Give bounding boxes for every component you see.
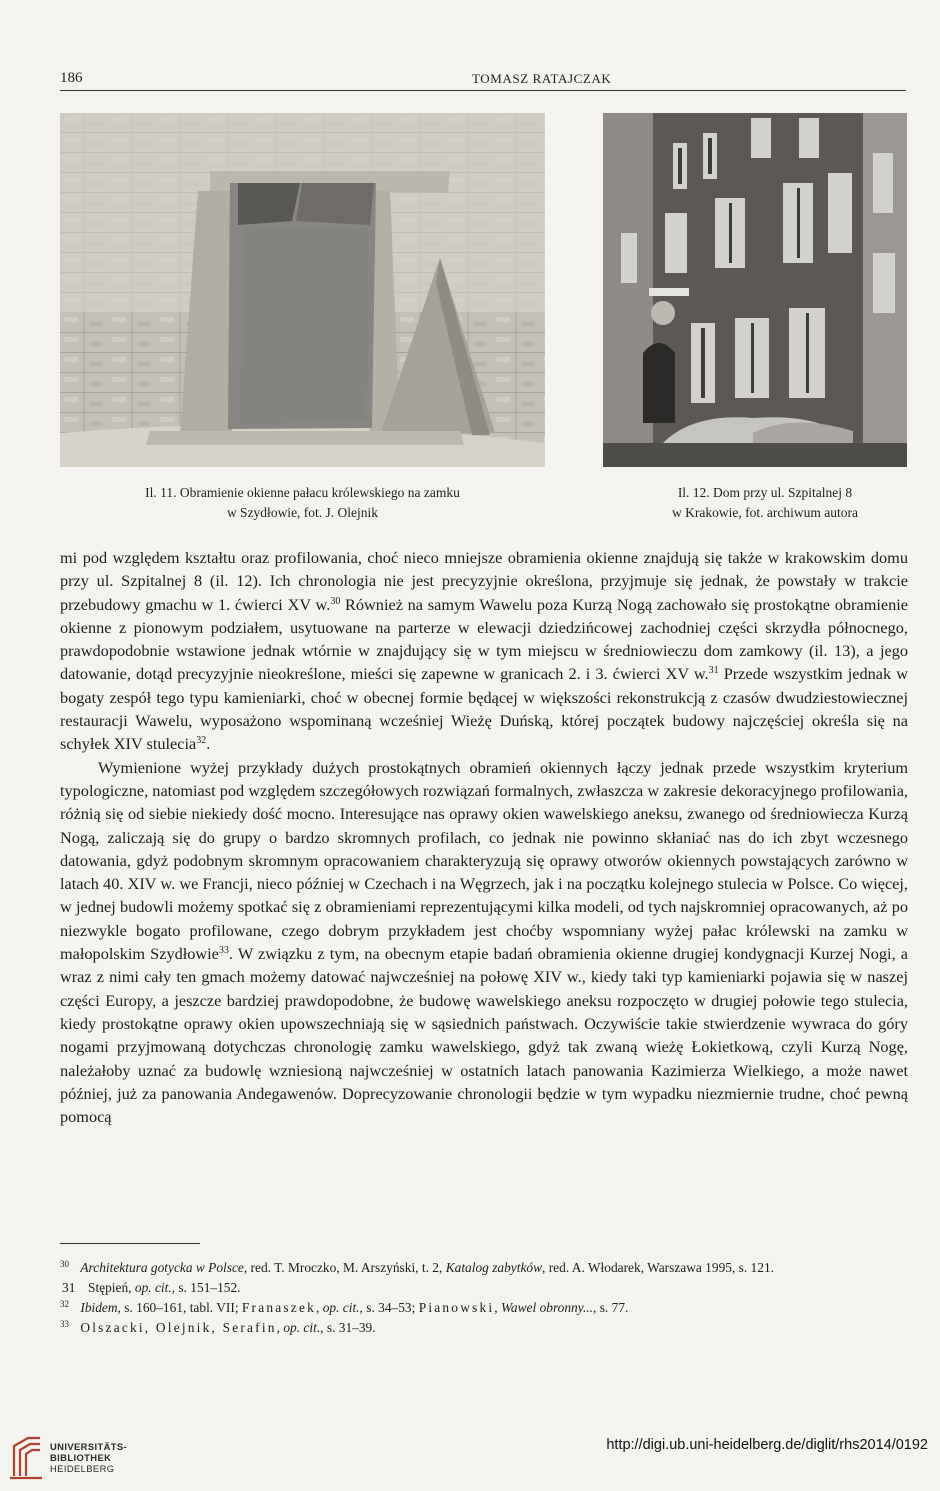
- footnote-title: Katalog zabytków: [445, 1260, 543, 1275]
- caption-line: w Krakowie, fot. archiwum autora: [672, 505, 858, 520]
- window-frame-photo-illustration: [60, 113, 545, 467]
- figure-11-window-frame-photo: [60, 113, 545, 467]
- figure-12-caption: [603, 483, 927, 523]
- body-text: [60, 546, 908, 1128]
- text-run: Wymienione wyżej przykłady dużych prostokątnych obramień okiennych łączy jednak przede wszystkim kryterium typologiczne, natomiast pod względem szczegółowych rozwiązań formalnych, zwłaszcza w zakresie dekoracyjnego profilowania, różnią się od siebie niekiedy dość mocno. Interesujące nas oprawy okien wawelskiego aneksu, zwanego od średniowiecza Kurzą Nogą, zaliczają się do grupy o bardzo skromnych profilach, co jednak nie powinno skłaniać nas do ich zbyt wczesnego datowania, gdyż podobnym skromnym opracowaniem charakteryzują się oprawy otworów okiennych powstających zarówno w latach 40. XIV w. we Francji, nieco później w Czechach i na Węgrzech, jak i na początku kolejnego stulecia w Polsce. Co więcej, w jednej budowli możemy spotkać się z obramieniami reprezentującymi kilka modeli, od tych najskromniej opracowanych, aż po niezwykle bogato profilowane, czego dobrym przykładem jest choćby wspomniany wyżej pałac królewski na zamku w małopolskim Szydłowie: [60, 757, 908, 964]
- footnote-ref-abbrev: op. cit.: [134, 1280, 172, 1295]
- library-name: [50, 1441, 127, 1474]
- library-name-line: UNIVERSITÄTS-: [50, 1441, 128, 1452]
- library-logo[interactable]: [8, 1432, 168, 1484]
- text-run: Przede wszystkim jednak w bogaty zespół tego typu kamieniarki, choć w obecnej formie będącej w większości rekonstrukcją z czasów dwudziestowiecznej restauracji Wawelu, wyposażono wspominaną wcześniej Wieżę Duńską, której początek budowy najczęściej określa się na schyłek XIV stulecia: [60, 664, 908, 754]
- footnote-title: Architektura gotycka w Polsce: [80, 1260, 244, 1275]
- footnote-author: Stępień,: [88, 1280, 135, 1295]
- library-emblem-icon: [8, 1434, 44, 1480]
- footnote-number: 32: [60, 1299, 69, 1309]
- footnote-ref-abbrev: op. cit.: [322, 1300, 360, 1315]
- footnote-text: , red. T. Mroczko, M. Arszyński, t. 2,: [243, 1260, 446, 1275]
- footnote-text: , s. 31–39.: [320, 1320, 376, 1335]
- footnote-text: , s. 160–161, tabl. VII;: [117, 1300, 242, 1315]
- source-url-link[interactable]: http://digi.ub.uni-heidelberg.de/diglit/rhs2014/0192: [606, 1437, 928, 1453]
- facade-photo-illustration: [603, 113, 907, 467]
- footnote-text: , s. 151–152.: [171, 1280, 241, 1295]
- footnote-ref-abbrev: op. cit.: [283, 1320, 321, 1335]
- footnote-ref-abbrev: Wawel obronny...: [501, 1300, 594, 1315]
- paragraph: [60, 546, 908, 756]
- footnote-ref[interactable]: 33: [218, 945, 229, 957]
- footnote-ref[interactable]: 31: [708, 665, 719, 677]
- caption-line: Il. 11. Obramienie okienne pałacu królewskiego na zamku: [145, 485, 460, 500]
- footnote-ibid: Ibidem: [80, 1300, 118, 1315]
- footnote-text: , s. 34–53;: [359, 1300, 419, 1315]
- footnote-text: ,: [276, 1320, 284, 1335]
- footnote-author: Franaszek: [241, 1300, 316, 1315]
- footnote-separator: [60, 1243, 200, 1244]
- footnote-ref[interactable]: 32: [196, 735, 207, 747]
- footnote-author: Pianowski: [418, 1300, 495, 1315]
- footnote-text: ,: [494, 1300, 501, 1315]
- page-header: [60, 68, 906, 91]
- footnote-number: 33: [60, 1319, 69, 1329]
- footnote-number: 31: [62, 1280, 76, 1295]
- text-run: . W związku z tym, na obecnym etapie badań obramienia okienne drugiej kondygnacji Kurzej Nogi, a wraz z nimi cały ten gmach możemy datować najwcześniej na połowę XIV w., kiedy taki typ kamieniarki pojawia się w naszej części Europy, a jeszcze bardziej prawdopodobne, że budowę wawelskiego aneksu rozpoczęto w drugiej połowie tego stulecia, kiedy prostokątne oprawy okien upowszechniają się w sąsiednich państwach. Oczywiście takie stwierdzenie wywraca do góry nogami przyjmowaną dotychczas chronologię zamku wawelskiego, gdyż tak zwaną wieżę Łokietkową, czyli Kurzą Nogę, należałoby uznać za budowlę wzniesioną najwcześniej w ostatnich latach panowania Kazimierza Wielkiego, a może nawet później, już za panowania Andegawenów. Doprecyzowanie chronologii będzie w tym wypadku niezmiernie trudne, choć pewną pomocą: [60, 944, 909, 1127]
- footnote-text: ,: [316, 1300, 323, 1315]
- footnote-30: [60, 1258, 908, 1278]
- text-run: .: [206, 734, 211, 754]
- footnote-text: , red. A. Włodarek, Warszawa 1995, s. 121.: [542, 1260, 774, 1275]
- footnotes: [60, 1258, 908, 1338]
- figure-11-caption: [60, 483, 545, 523]
- paragraph: [60, 756, 908, 1129]
- footnote-number: 30: [60, 1259, 69, 1269]
- footnote-text: , s. 77.: [593, 1300, 629, 1315]
- caption-line: Il. 12. Dom przy ul. Szpitalnej 8: [677, 485, 853, 500]
- caption-line: w Szydłowie, fot. J. Olejnik: [226, 505, 379, 520]
- footnote-32: [60, 1298, 908, 1318]
- text-run: Również na samym Wawelu poza Kurzą Nogą zachowało się prostokątne obramienie okienne z pionowym podziałem, usytuowane na parterze w elewacji dziedzińcowej zachodniej części skrzydła północnego, prawdopodobnie wstawione jednak wtórnie w znajdujący się w tym miejscu w średniowieczu dom zamkowy (il. 13), a jego datowanie, dotąd precyzyjnie nieokreślone, mieści się zapewne w granicach 2. i 3. ćwierci XV w.: [60, 594, 908, 684]
- running-head: TOMASZ RATAJCZAK: [472, 71, 612, 86]
- footnote-ref[interactable]: 30: [330, 595, 341, 607]
- footnote-31: [60, 1278, 908, 1298]
- figure-12-facade-photo: [603, 113, 907, 467]
- footnote-author: Olszacki, Olejnik, Serafin: [80, 1320, 277, 1335]
- page-number: 186: [60, 70, 83, 86]
- library-name-line: HEIDELBERG: [50, 1463, 115, 1474]
- text-run: mi pod względem kształtu oraz profilowania, choć nieco mniejsze obramienia okienne znajdują się także w krakowskim domu przy ul. Szpitalnej 8 (il. 12). Ich chronologia nie jest precyzyjnie określona, przyjmuje się jednak, że powstały w trakcie przebudowy gmachu w 1. ćwierci XV w.: [60, 548, 908, 614]
- library-name-line: BIBLIOTHEK: [50, 1452, 112, 1463]
- footnote-33: [60, 1318, 908, 1338]
